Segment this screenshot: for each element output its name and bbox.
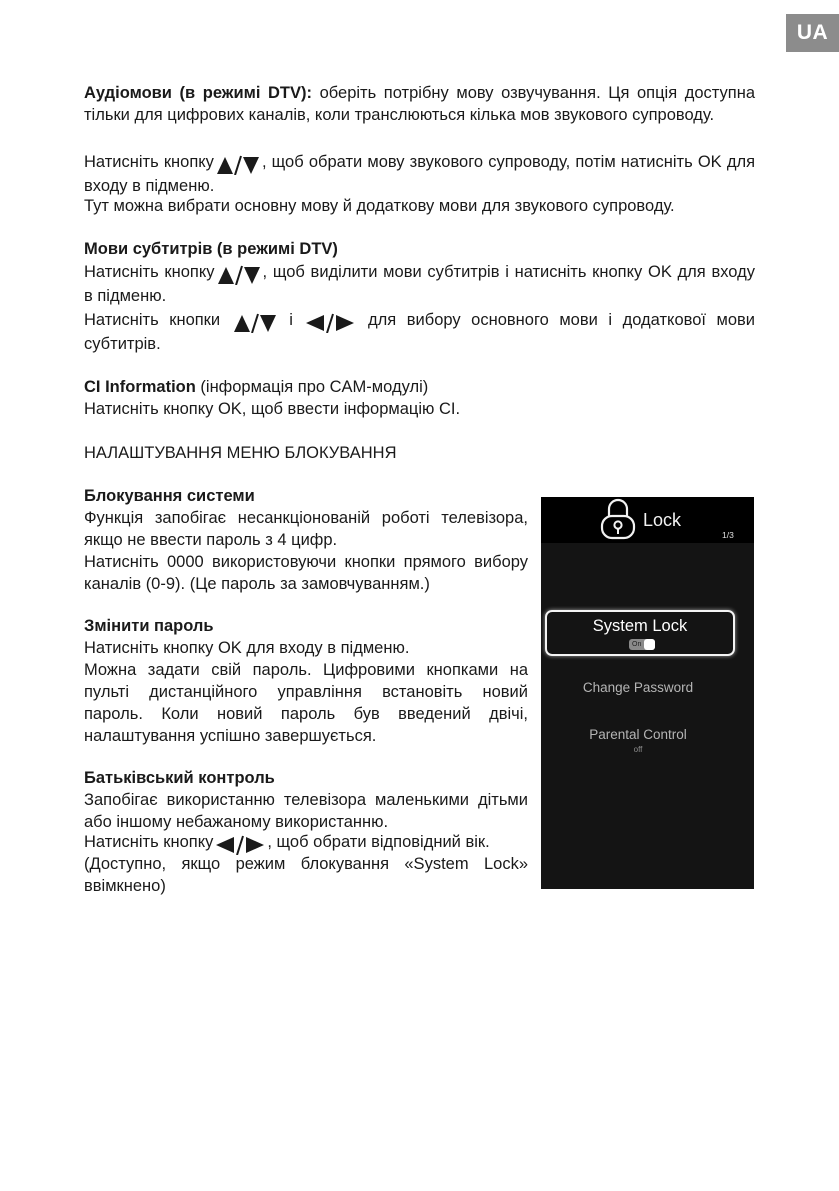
ci-heading-note: (інформація про CAM-модулі)	[195, 378, 429, 396]
subtitles-paragraph-1	[84, 261, 755, 307]
subtitles-paragraph-2	[84, 309, 755, 355]
section-title: НАЛАШТУВАННЯ МЕНЮ БЛОКУВАННЯ	[84, 444, 397, 462]
subtitles-text-2b: для вибору основного мови і додаткової мови субтитрів.	[84, 311, 756, 353]
change-password-menu-item[interactable]: Change Password	[582, 680, 694, 695]
toggle-knob	[644, 639, 655, 650]
parental-text-2a: Натисніть кнопку	[84, 833, 214, 851]
language-badge: UA	[786, 14, 839, 52]
parental-paragraph-2	[84, 831, 528, 855]
audio-paragraph	[84, 82, 755, 126]
up-down-arrow-icon	[216, 153, 260, 175]
parental-text-3: (Доступно, якщо режим блокування «System Lock» ввімкнено)	[84, 855, 528, 895]
audio-paragraph-2	[84, 151, 755, 197]
change-password-heading: Змінити пароль	[84, 617, 214, 635]
system-lock-text-1: Функція запобігає несанкціонованій роботі телевізора, якщо не ввести пароль з 4 цифр.	[84, 509, 528, 549]
system-lock-heading: Блокування системи	[84, 487, 255, 505]
tv-lock-menu	[541, 497, 754, 889]
audio-heading: Аудіомови (в режимі DTV):	[84, 84, 313, 102]
left-right-arrow-icon	[305, 311, 355, 333]
audio-text-1: оберіть потрібну мову озвучування. Ця опція доступна тільки для цифрових каналів, коли транслюються кілька мов звукового супроводу.	[84, 84, 755, 124]
menu-title: Lock	[643, 510, 682, 530]
change-password-text-1: Натисніть кнопку OK для входу в підменю.	[84, 639, 410, 657]
system-lock-menu-item[interactable]	[545, 610, 735, 656]
subtitles-text-2a: Натисніть кнопки	[84, 311, 221, 329]
ci-heading: CI Information	[84, 378, 196, 396]
audio-text-2a: Натисніть кнопку	[84, 153, 214, 171]
subtitles-text-2mid: і	[289, 311, 293, 329]
audio-text-3: Тут можна вибрати основну мову й додаткову мови для звукового супроводу.	[84, 197, 675, 215]
parental-text-1: Запобігає використанню телевізора маленькими дітьми або іншому небажаному використанню.	[84, 791, 528, 831]
page-indicator: 1/3	[722, 530, 734, 540]
up-down-arrow-icon	[217, 263, 261, 285]
subtitles-text-1b: , щоб виділити мови субтитрів і натисніть кнопку OK для входу в підменю.	[84, 263, 755, 305]
change-password-text-2: Можна задати свій пароль. Цифровими кнопками на пульті дистанційного управління встановіть новий пароль. Коли новий пароль був введений двічі, налаштування успішно завершується.	[84, 661, 528, 745]
padlock-icon	[600, 497, 636, 546]
ci-heading-line	[84, 376, 755, 398]
system-lock-label: System Lock	[592, 617, 688, 635]
parental-control-value: off	[633, 745, 643, 754]
system-lock-text-2: Натисніть 0000 використовуючи кнопки прямого вибору каналів (0-9). (Це пароль за замовчуванням.)	[84, 553, 528, 593]
left-right-arrow-icon	[215, 833, 265, 855]
parental-control-menu-item[interactable]: Parental Control	[589, 727, 687, 742]
toggle-state-text: On	[632, 641, 642, 648]
parental-text-2b: , щоб обрати відповідний вік.	[267, 833, 490, 851]
tv-menu-header	[541, 497, 754, 543]
subtitles-text-1a: Натисніть кнопку	[84, 263, 215, 281]
audio-text-2b: , щоб обрати мову звукового супроводу, потім натисніть OK для входу в підменю.	[84, 153, 756, 195]
parental-heading: Батьківський контроль	[84, 769, 275, 787]
ci-text: Натисніть кнопку OK, щоб ввести інформацію CI.	[84, 400, 461, 418]
subtitles-heading: Мови субтитрів (в режимі DTV)	[84, 240, 338, 258]
up-down-arrow-icon	[233, 311, 277, 333]
system-lock-toggle[interactable]	[629, 639, 655, 650]
